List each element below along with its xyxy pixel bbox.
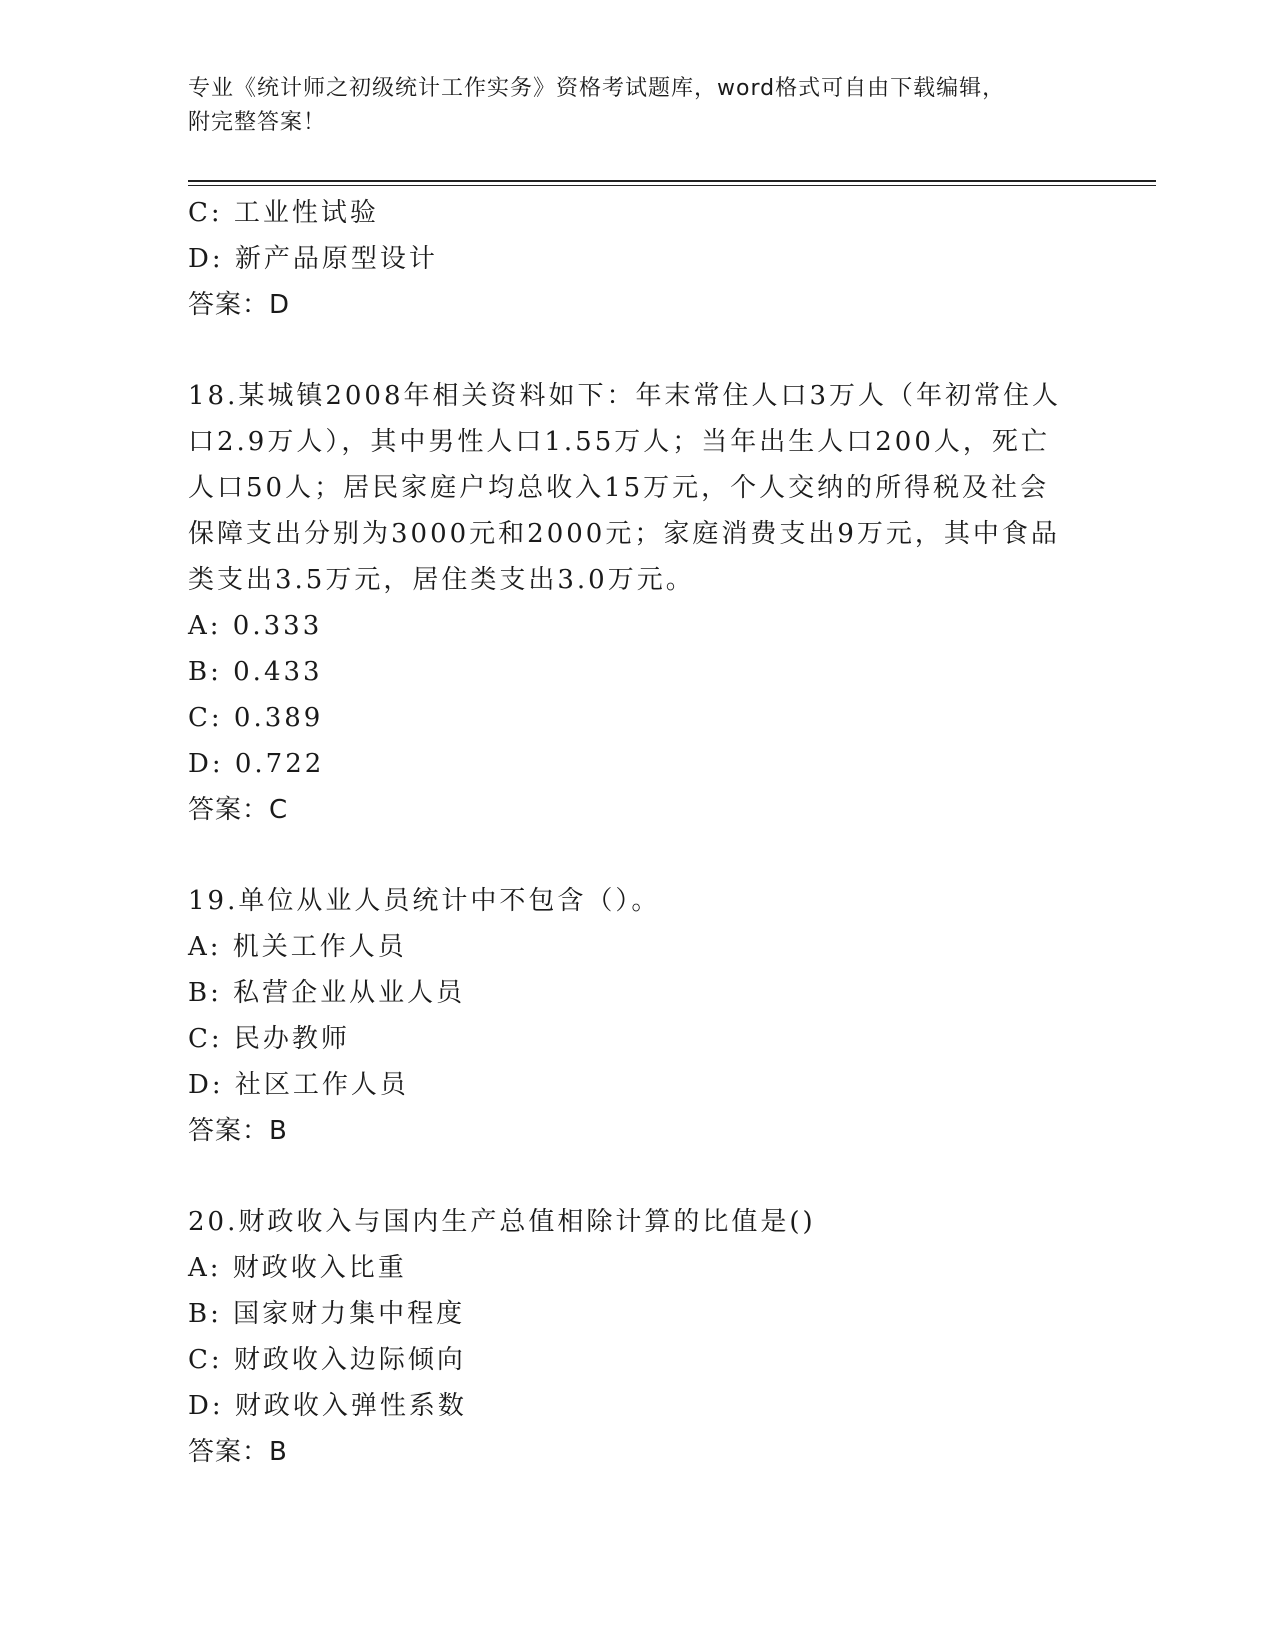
option-b: B: 0.433: [188, 657, 323, 687]
question-stem-line: 18.某城镇2008年相关资料如下：年末常住人口3万人（年初常住人: [188, 381, 1062, 411]
option-b: B: 国家财力集中程度: [188, 1299, 466, 1329]
option-c: C: 0.389: [188, 703, 324, 733]
option-d: D: 财政收入弹性系数: [188, 1391, 467, 1421]
option-a: A: 0.333: [188, 611, 323, 641]
header-line-1: 专业《统计师之初级统计工作实务》资格考试题库，word格式可自由下载编辑，: [188, 76, 1006, 101]
option-a: A: 财政收入比重: [188, 1253, 407, 1283]
question-stem: 20.财政收入与国内生产总值相除计算的比值是(): [188, 1207, 816, 1237]
option-d: D: 0.722: [188, 749, 325, 779]
question-19: [188, 878, 1088, 1154]
spacer: [188, 328, 1088, 373]
question-stem-line: 口2.9万人），其中男性人口1.55万人；当年出生人口200人，死亡: [188, 427, 1050, 457]
question-20: [188, 1199, 1088, 1475]
option-c: C: 财政收入边际倾向: [188, 1345, 466, 1375]
option-d: D: 新产品原型设计: [188, 244, 438, 274]
question-list: [188, 190, 1088, 1475]
question-stem: 19.单位从业人员统计中不包含（）。: [188, 886, 661, 916]
question-stem-line: 人口50人；居民家庭户均总收入15万元，个人交纳的所得税及社会: [188, 473, 1050, 503]
question-stem-line: 类支出3.5万元，居住类支出3.0万元。: [188, 565, 695, 595]
header-divider-thin: [188, 185, 1156, 186]
previous-question-tail: [188, 190, 1088, 328]
option-c: C: 民办教师: [188, 1024, 350, 1054]
answer: 答案：B: [188, 1116, 288, 1146]
answer: 答案：C: [188, 795, 289, 825]
document-header: [188, 72, 1088, 140]
spacer: [188, 1154, 1088, 1199]
spacer: [188, 833, 1088, 878]
question-18: [188, 373, 1088, 833]
question-stem-line: 保障支出分别为3000元和2000元；家庭消费支出9万元，其中食品: [188, 519, 1060, 549]
option-a: A: 机关工作人员: [188, 932, 407, 962]
answer: 答案：D: [188, 290, 291, 320]
header-divider-thick: [188, 180, 1156, 182]
option-d: D: 社区工作人员: [188, 1070, 409, 1100]
answer: 答案：B: [188, 1437, 288, 1467]
option-c: C: 工业性试验: [188, 198, 379, 228]
option-b: B: 私营企业从业人员: [188, 978, 466, 1008]
header-line-2: 附完整答案！: [188, 110, 327, 135]
